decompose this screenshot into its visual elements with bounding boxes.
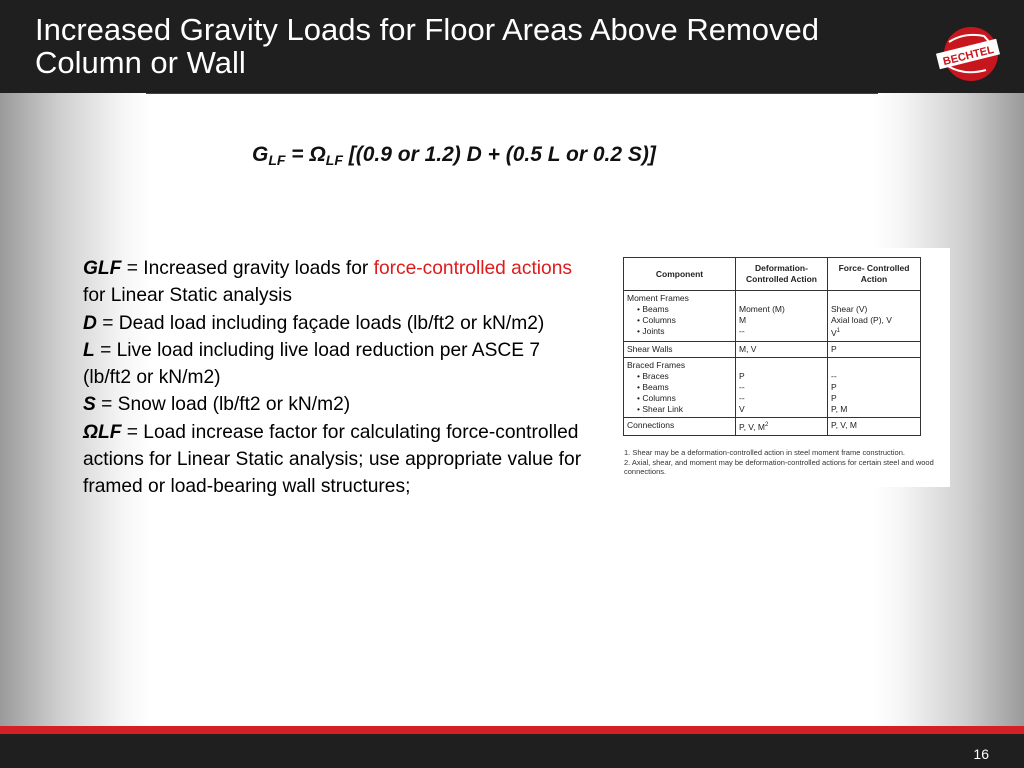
footnote-ref: 2 <box>765 421 769 428</box>
glf-tail: for Linear Static analysis <box>83 285 293 307</box>
cell: P <box>831 381 837 392</box>
formula-rhs: [(0.9 or 1.2) D + (0.5 L or 0.2 S)] <box>342 143 656 166</box>
col-component: Component <box>624 258 736 291</box>
cell: Moment (M) <box>739 304 785 314</box>
cell: P <box>831 392 837 403</box>
table-notes <box>624 448 942 477</box>
cell: -- <box>739 381 745 392</box>
item: • Beams <box>637 304 669 314</box>
l-tail: (lb/ft2 or kN/m2) <box>83 367 221 389</box>
definition-glf <box>83 255 593 310</box>
slide-footer <box>0 734 1024 768</box>
row-shear-walls: Shear Walls <box>624 341 736 357</box>
footer-accent-bar <box>0 726 1024 734</box>
item: • Columns <box>637 392 676 403</box>
d-symbol: D <box>83 312 97 334</box>
definition-s <box>83 391 593 418</box>
cell: -- <box>739 392 745 403</box>
formula-g: G <box>252 143 269 166</box>
formula-equals: = <box>285 143 310 166</box>
cell: P, V, M <box>828 417 921 435</box>
cell: Shear (V) <box>831 304 868 314</box>
item: • Shear Link <box>637 403 683 414</box>
definition-d <box>83 310 593 337</box>
glf-symbol: GLF <box>83 258 122 279</box>
action-table <box>623 257 921 436</box>
note-2: 2. Axial, shear, and moment may be deformation-controlled actions for certain steel and wood connections. <box>624 457 934 476</box>
table-row <box>624 291 921 342</box>
item: • Braces <box>637 370 669 381</box>
item: • Beams <box>637 381 669 392</box>
page-number: 16 <box>973 746 989 762</box>
cell: M <box>739 315 747 325</box>
note-1: 1. Shear may be a deformation-controlled action in steel moment frame construction. <box>624 448 905 457</box>
table-row <box>624 341 921 357</box>
s-symbol: S <box>83 394 96 416</box>
d-text: = Dead load including façade loads (lb/ft2 or kN/m2) <box>96 312 545 334</box>
cell: P, V, M <box>739 421 765 432</box>
glf-highlight: force-controlled actions <box>373 258 572 279</box>
formula-omega-sub: LF <box>325 152 343 168</box>
item: • Joints <box>637 326 665 336</box>
l-symbol: L <box>83 339 95 361</box>
definitions-list <box>83 255 593 501</box>
cell: V <box>831 327 837 338</box>
cell: M, V <box>736 341 828 357</box>
slide-title: Increased Gravity Loads for Floor Areas Above Removed Column or Wall <box>35 12 820 80</box>
col-deformation: Deformation- Controlled Action <box>736 258 828 291</box>
logo-text: BECHTEL <box>941 43 996 69</box>
cell: Axial load (P), V <box>831 315 892 325</box>
cell: -- <box>739 326 745 336</box>
l-text: = Live load including live load reduction per ASCE 7 <box>94 339 541 361</box>
action-classification-table-image <box>617 248 950 487</box>
s-text: = Snow load (lb/ft2 or kN/m2) <box>95 394 351 416</box>
omega-text: = Load increase factor for calculating force-controlled actions for Linear Static analysis; use appropriate value for framed or load-bearing wall structures; <box>83 421 582 498</box>
slide-header <box>0 0 1024 93</box>
table-row <box>624 417 921 435</box>
col-force: Force- Controlled Action <box>828 258 921 291</box>
definition-omega <box>83 419 593 501</box>
cell: P, M <box>831 403 848 414</box>
row-connections: Connections <box>624 417 736 435</box>
item: • Columns <box>637 315 676 325</box>
definition-l <box>83 337 593 392</box>
row-moment-frames: Moment Frames <box>627 293 689 303</box>
cell: -- <box>831 370 837 381</box>
gravity-load-formula <box>252 143 656 168</box>
divider <box>146 93 878 94</box>
bechtel-logo <box>934 24 1004 84</box>
footnote-ref: 1 <box>836 328 841 334</box>
formula-g-sub: LF <box>268 152 286 168</box>
row-braced-frames: Braced Frames <box>627 359 686 370</box>
cell: P <box>739 370 745 381</box>
omega-symbol: ΩLF <box>83 421 122 443</box>
table-row <box>624 357 921 417</box>
formula-omega: Ω <box>309 143 326 166</box>
glf-text: = Increased gravity loads for <box>121 258 374 279</box>
cell: V <box>739 403 745 414</box>
cell: P <box>828 341 921 357</box>
